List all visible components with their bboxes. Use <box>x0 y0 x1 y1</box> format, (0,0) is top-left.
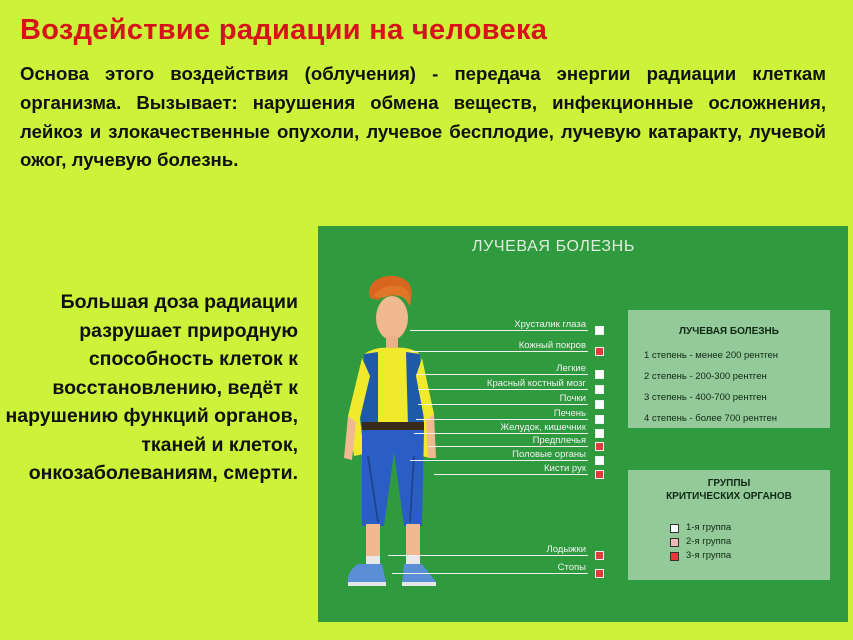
organ-group-square <box>595 456 604 465</box>
organ-group-square <box>595 470 604 479</box>
group-square <box>670 552 679 561</box>
organ-group-square <box>595 326 604 335</box>
leader-line <box>414 433 588 434</box>
organ-label: Почки <box>559 393 586 404</box>
organ-group-square <box>595 415 604 424</box>
leader-line <box>410 460 588 461</box>
critical-organs-box <box>628 470 830 580</box>
group-label: 2-я группа <box>686 536 732 547</box>
organ-label: Кожный покров <box>518 340 586 351</box>
leader-line <box>416 419 588 420</box>
radiation-sickness-panel <box>318 226 848 622</box>
stages-box <box>628 310 830 428</box>
organ-label: Печень <box>553 408 586 419</box>
leader-line <box>418 389 588 390</box>
stage-item: 2 степень - 200-300 рентген <box>644 371 767 382</box>
leader-line <box>428 446 588 447</box>
organ-group-square <box>595 400 604 409</box>
leader-line <box>418 404 588 405</box>
organ-label: Стопы <box>557 562 586 573</box>
person-illustration <box>318 226 458 622</box>
organ-label: Лодыжки <box>546 544 586 555</box>
group-label: 1-я группа <box>686 522 732 533</box>
leader-line <box>410 330 588 331</box>
leader-line <box>392 573 588 574</box>
page-title: Воздействие радиации на человека <box>20 14 548 46</box>
stage-item: 3 степень - 400-700 рентген <box>644 392 767 403</box>
leader-line <box>416 374 588 375</box>
intro-paragraph: Основа этого воздействия (облучения) - передача энергии радиации клеткам организма. Вызывает: нарушения обмена веществ, инфекционные осложнения, лейкоз и злокачественные опухоли, лучевое бесплодие, лучевую катаракту, лучевой ожог, лучевую болезнь. <box>20 63 826 171</box>
groups-box-title-line1: ГРУППЫ <box>707 478 751 489</box>
organ-group-square <box>595 442 604 451</box>
organ-group-square <box>595 429 604 438</box>
group-square <box>670 524 679 533</box>
group-square <box>670 538 679 547</box>
organ-group-square <box>595 347 604 356</box>
organ-label: Желудок, кишечник <box>500 422 586 433</box>
organ-group-square <box>595 569 604 578</box>
stage-item: 1 степень - менее 200 рентген <box>644 350 778 361</box>
organ-group-square <box>595 385 604 394</box>
groups-box-title-line2: КРИТИЧЕСКИХ ОРГАНОВ <box>666 491 792 502</box>
organ-label: Красный костный мозг <box>486 378 586 389</box>
stages-box-title: ЛУЧЕВАЯ БОЛЕЗНЬ <box>679 326 779 337</box>
leader-line <box>434 474 588 475</box>
organ-label: Хрусталик глаза <box>514 319 586 330</box>
organ-label: Предплечья <box>532 435 586 446</box>
organ-group-square <box>595 551 604 560</box>
organ-label: Легкие <box>556 363 586 374</box>
organ-label: Кисти рук <box>544 463 586 474</box>
stage-item: 4 степень - более 700 рентген <box>644 413 777 424</box>
group-label: 3-я группа <box>686 550 732 561</box>
leader-line <box>388 555 588 556</box>
organ-label: Половые органы <box>512 449 586 460</box>
panel-title: ЛУЧЕВАЯ БОЛЕЗНЬ <box>472 238 635 255</box>
leader-line <box>410 351 588 352</box>
organ-group-square <box>595 370 604 379</box>
side-paragraph: Большая доза радиации разрушает природную способность клеток к восстановлению, ведёт к нарушению функций органов, тканей и клеток, онкозаболеваниям, смерти. <box>5 291 298 484</box>
